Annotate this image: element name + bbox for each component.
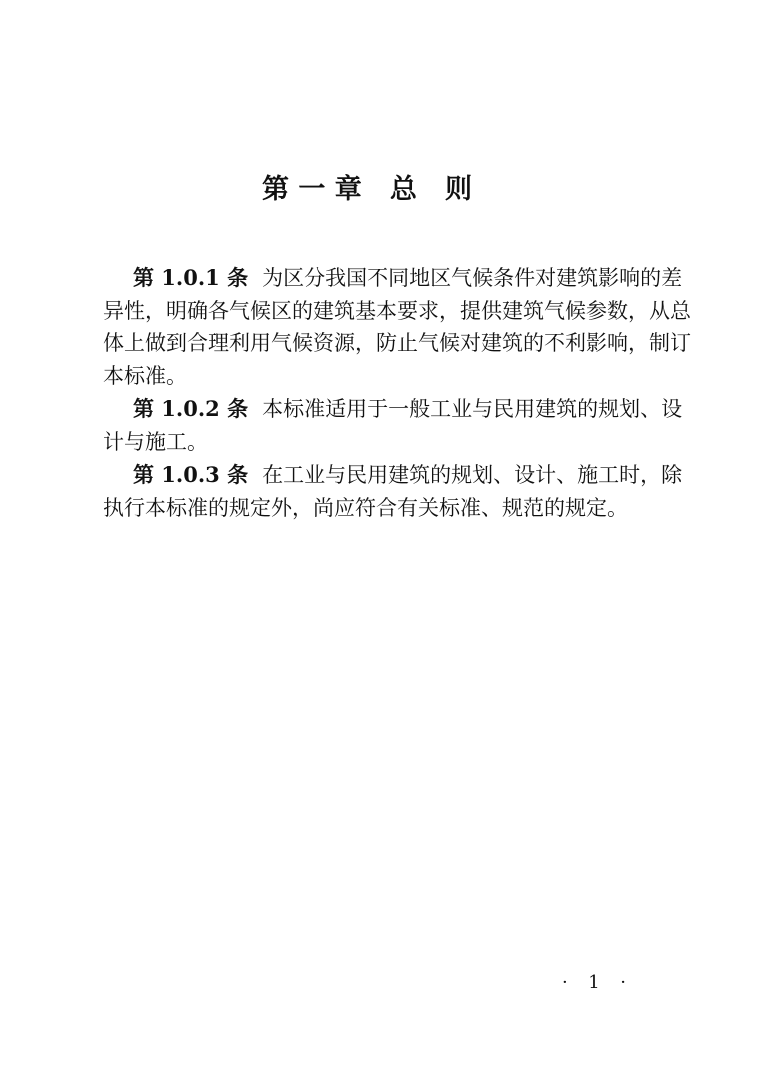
article-text: 为区分我国不同地区气候条件对建筑影响的差 — [262, 266, 683, 290]
chapter-title: 第一章 总 则 — [262, 174, 472, 205]
article-text: 本标准。 — [103, 364, 187, 388]
article-text: 在工业与民用建筑的规划、设计、施工时，除 — [262, 463, 683, 487]
article-text: 计与施工。 — [103, 430, 208, 454]
page-number: · 1 · — [562, 972, 626, 993]
article-label: 第 1.0.1 条 — [133, 265, 249, 290]
article-label: 第 1.0.3 条 — [133, 462, 249, 487]
article-text: 执行本标准的规定外，尚应符合有关标准、规范的规定。 — [103, 496, 628, 520]
article-text: 本标准适用于一般工业与民用建筑的规划、设 — [262, 397, 683, 421]
article-text: 异性，明确各气候区的建筑基本要求，提供建筑气候参数，从总 — [103, 299, 691, 323]
article-label: 第 1.0.2 条 — [133, 396, 249, 421]
article-text: 体上做到合理利用气候资源，防止气候对建筑的不利影响，制订 — [103, 331, 691, 355]
